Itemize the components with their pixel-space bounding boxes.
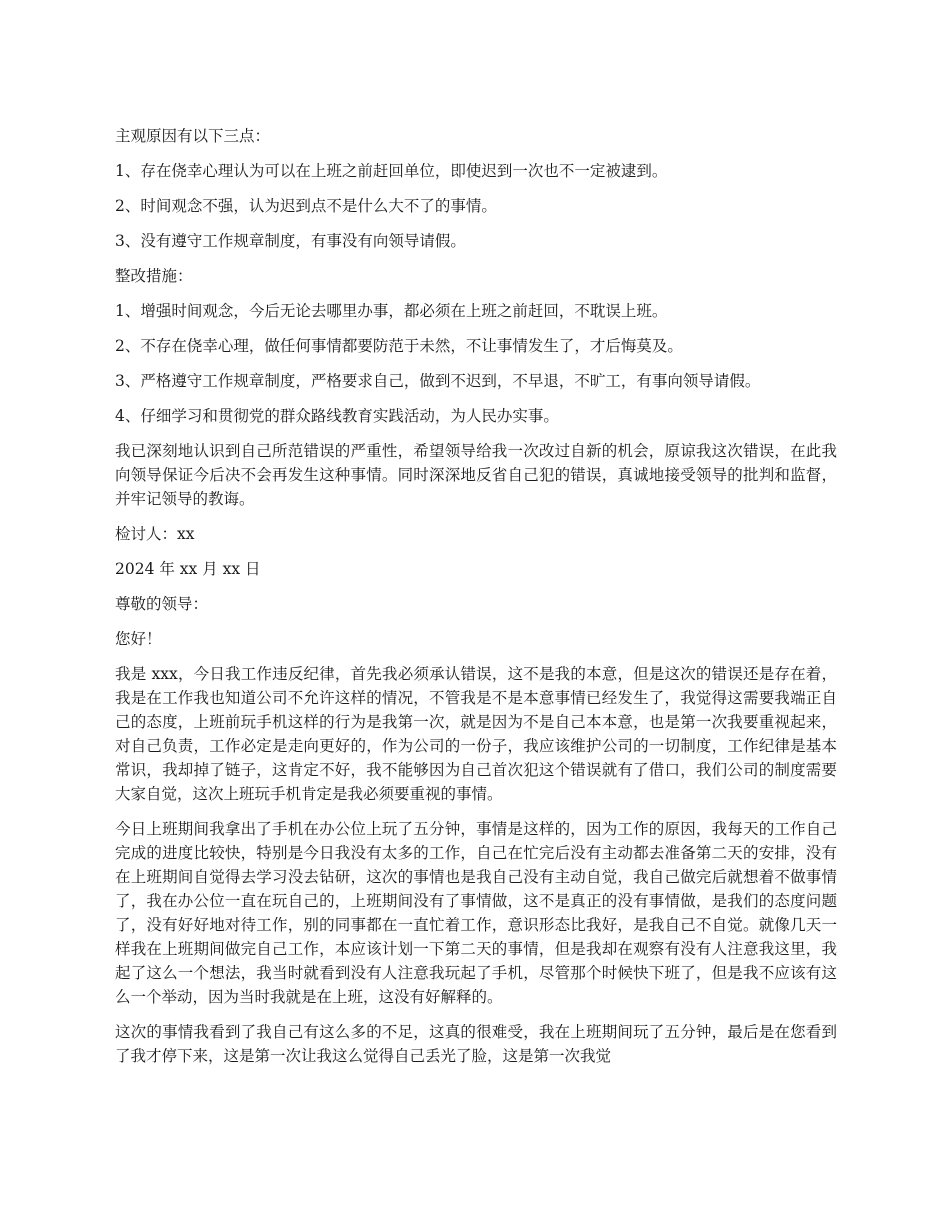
paragraph-subjective-reasons-heading: 主观原因有以下三点： — [115, 127, 271, 145]
paragraph-letter-body-1: 我是 xxx，今日我工作违反纪律，首先我必须承认错误，这不是我的本意，但是这次的错误还是存在着，我是在工作我也知道公司不允许这样的情况，不管我是不是本意事情已经发生了，我觉得这需要我端正自己的态度，上班前玩手机这样的行为是我第一次，就是因为不是自己本本意，也是第一次我要重视起来，对自己负责，工作必定是走向更好的，作为公司的一份子，我应该维护公司的一切制度，工作纪律是基本常识，我却掉了链子，这肯定不好，我不能够因为自己首次犯这个错误就有了借口，我们公司的制度需要大家自觉，这次上班玩手机肯定是我必须要重视的事情。 — [115, 665, 837, 803]
paragraph-greeting: 您好！ — [115, 630, 162, 648]
paragraph-salutation: 尊敬的领导： — [115, 595, 209, 613]
paragraph-signature: 检讨人：xx — [115, 525, 195, 543]
paragraph-letter-body-3: 这次的事情我看到了我自己有这么多的不足，这真的很难受，我在上班期间玩了五分钟，最后是在您看到了我才停下来，这是第一次让我这么觉得自己丢光了脸，这是第一次我觉 — [115, 1023, 837, 1065]
paragraph-measure-3: 3、严格遵守工作规章制度，严格要求自己，做到不迟到，不早退，不旷工，有事向领导请假。 — [115, 372, 761, 390]
paragraph-measure-1: 1、增强时间观念，今后无论去哪里办事，都必须在上班之前赶回，不耽误上班。 — [115, 302, 668, 320]
paragraph-letter-body-2: 今日上班期间我拿出了手机在办公位上玩了五分钟，事情是这样的，因为工作的原因，我每天的工作自己完成的进度比较快，特别是今日我没有太多的工作，自己在忙完后没有主动都去准备第二天的安排，没有在上班期间自觉得去学习没去钻研，这次的事情也是我自己没有主动自觉，我自己做完后就想着不做事情了，我在办公位一直在玩自己的，上班期间没有了事情做，这不是真正的没有事情做，是我们的态度问题了，没有好好地对待工作，别的同事都在一直忙着工作，意识形态比我好，是我自己不自觉。就像几天一样我在上班期间做完自己工作，本应该计划一下第二天的事情，但是我却在观察有没有人注意我这里，我起了这么一个想法，我当时就看到没有人注意我玩起了手机，尽管那个时候快下班了，但是我不应该有这么一个举动，因为当时我就是在上班，这没有好解释的。 — [115, 820, 837, 1006]
document-body — [115, 124, 837, 1079]
paragraph-reason-2: 2、时间观念不强，认为迟到点不是什么大不了的事情。 — [115, 197, 497, 215]
paragraph-reason-3: 3、没有遵守工作规章制度，有事没有向领导请假。 — [115, 232, 466, 250]
paragraph-measures-heading: 整改措施： — [115, 267, 193, 285]
paragraph-date: 2024 年 xx 月 xx 日 — [115, 560, 261, 578]
paragraph-reason-1: 1、存在侥幸心理认为可以在上班之前赶回单位，即使迟到一次也不一定被逮到。 — [115, 162, 668, 180]
paragraph-measure-4: 4、仔细学习和贯彻党的群众路线教育实践活动，为人民办实事。 — [115, 407, 559, 425]
paragraph-measure-2: 2、不存在侥幸心理，做任何事情都要防范于未然，不让事情发生了，才后悔莫及。 — [115, 337, 683, 355]
paragraph-reflection: 我已深刻地认识到自己所范错误的严重性，希望领导给我一次改过自新的机会，原谅我这次错误，在此我向领导保证今后决不会再发生这种事情。同时深深地反省自己犯的错误，真诚地接受领导的批判和监督，并牢记领导的教诲。 — [115, 442, 837, 508]
